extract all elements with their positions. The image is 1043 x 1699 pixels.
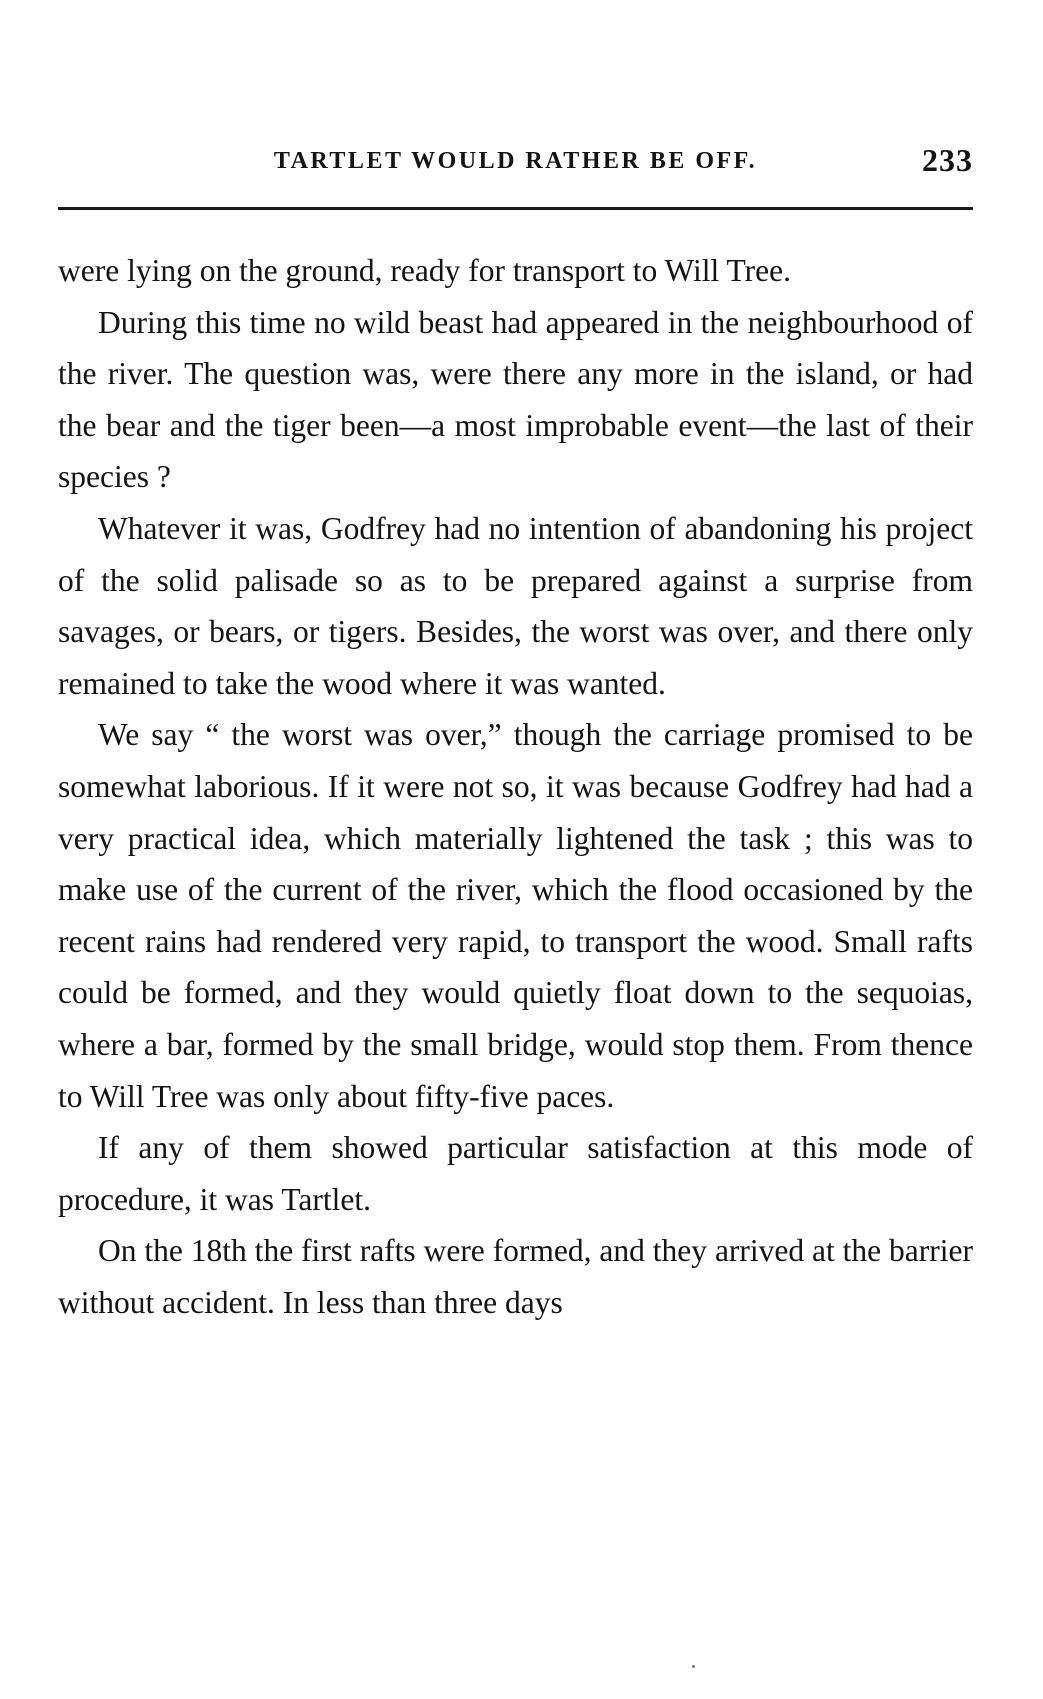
running-title: TARTLET WOULD RATHER BE OFF. [273, 148, 758, 174]
paragraph-continuation: were lying on the ground, ready for transport to Will Tree. [58, 253, 792, 288]
paragraph: Whatever it was, Godfrey had no intention of abandoning his project of the solid palisade so as to be prepared against a surprise from savages, or bears, or tigers. Besides, the worst was over, and there only remained to take the wood where it was wanted. [58, 510, 973, 701]
running-head [58, 140, 973, 184]
header-rule [58, 207, 973, 210]
paragraph: If any of them showed particular satisfaction at this mode of procedure, it was Tartlet. [58, 1130, 973, 1217]
paragraph: We say “ the worst was over,” though the carriage promised to be somewhat laborious. If it were not so, it was because Godfrey had had a very practical idea, which materially lightened the task ; this was to make use of the current of the river, which the flood occasioned by the recent rains had rendered very rapid, to transport the wood. Small rafts could be formed, and they would quietly float down to the sequoias, where a bar, formed by the small bridge, would stop them. From thence to Will Tree was only about fifty-five paces. [58, 717, 973, 1114]
body-text [58, 245, 973, 1328]
paragraph: On the 18th the first rafts were formed, and they arrived at the barrier without accident. In less than three days [58, 1233, 973, 1320]
print-speck [692, 1665, 695, 1668]
paragraph: During this time no wild beast had appeared in the neighbourhood of the river. The question was, were there any more in the island, or had the bear and the tiger been—a most improbable event—the last of their species ? [58, 304, 973, 495]
page-number: 233 [922, 142, 973, 178]
